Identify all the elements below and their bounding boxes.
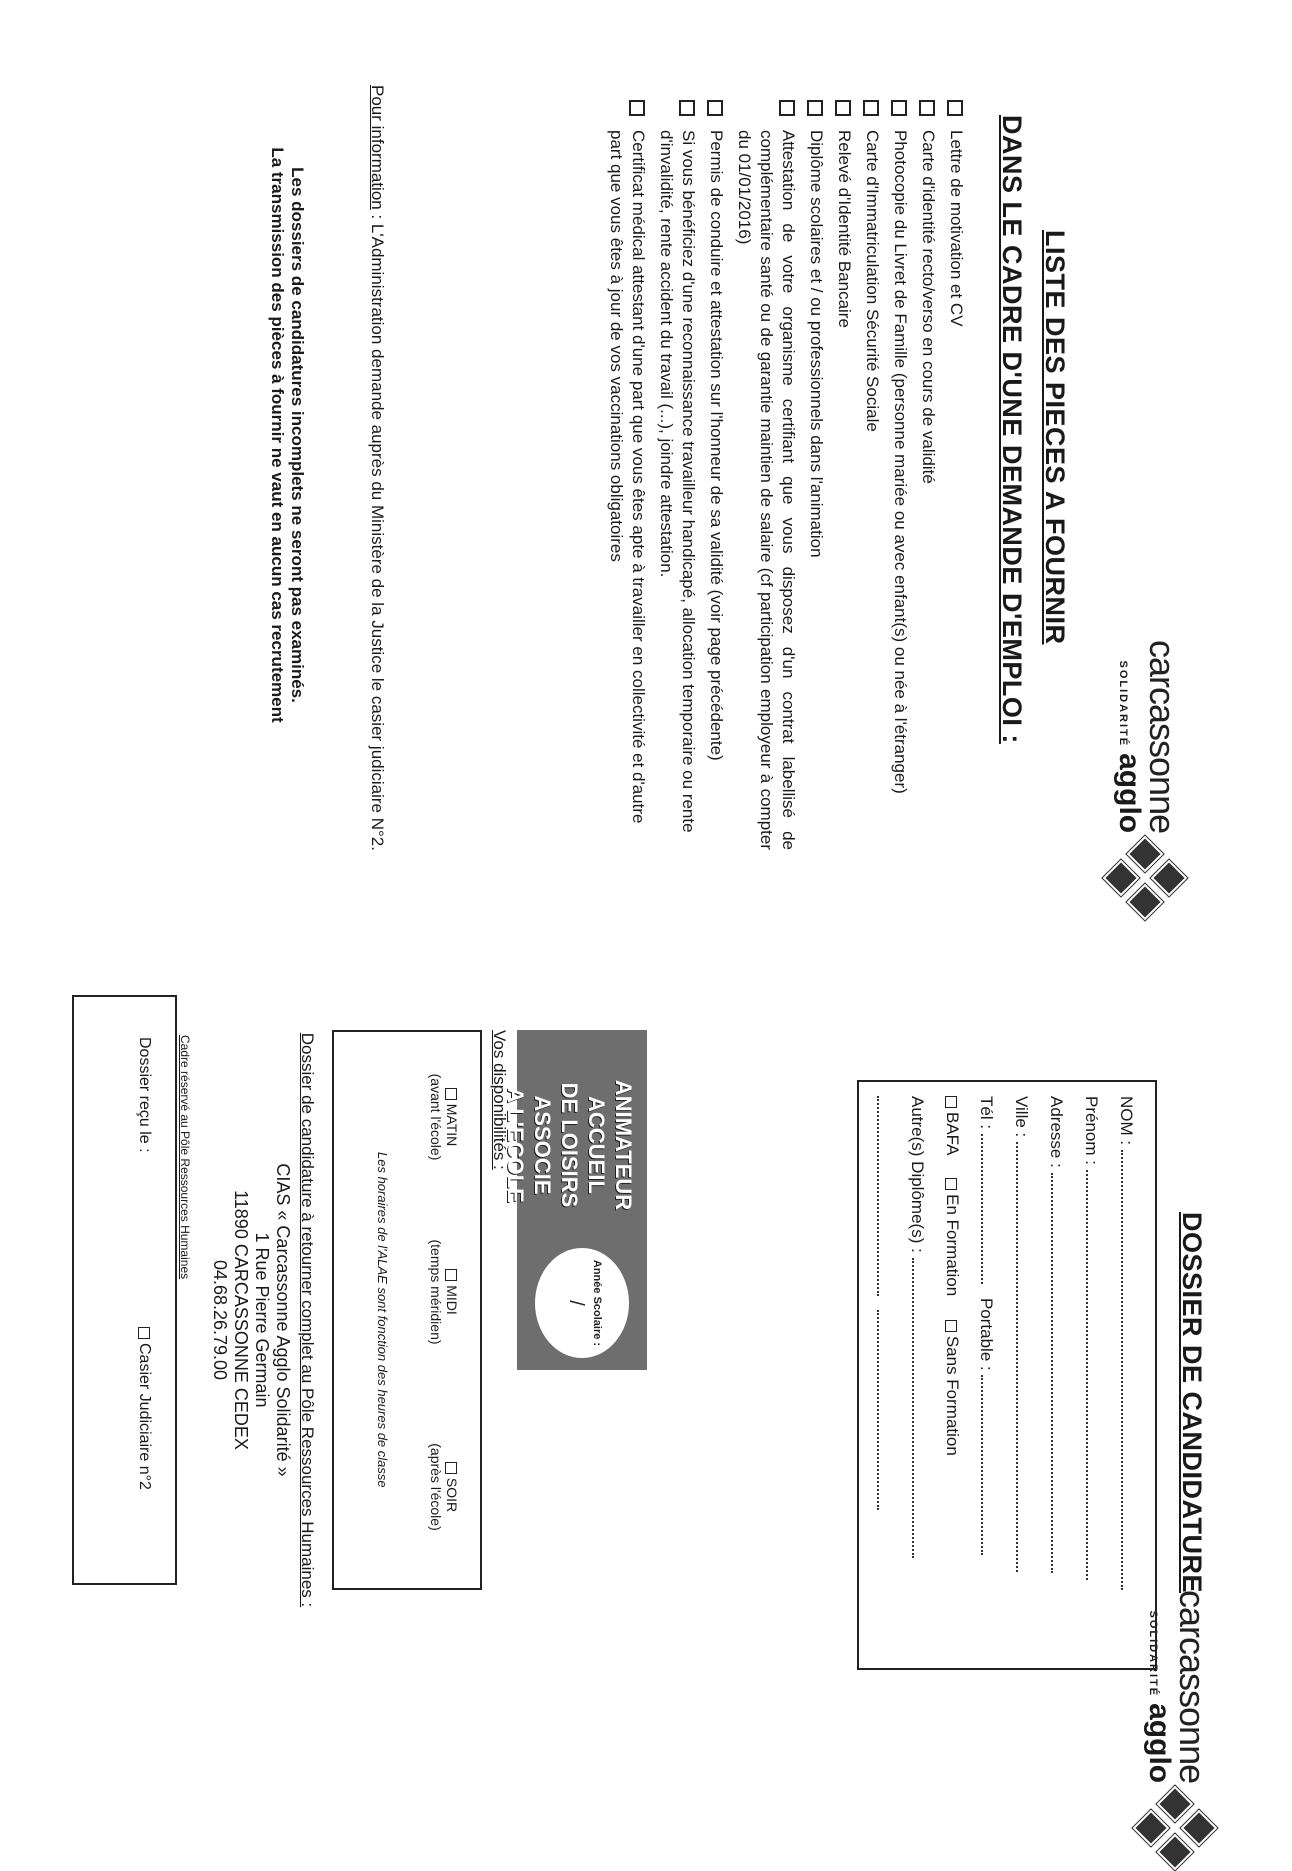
logo-name: carcassonne xyxy=(1142,640,1183,834)
logo-agglo: agglo xyxy=(1113,753,1146,834)
school-year-value: / xyxy=(565,1300,587,1306)
job-banner xyxy=(503,1030,647,1370)
logo-left xyxy=(1112,640,1182,911)
left-title: LISTE DES PIECES A FOURNIR xyxy=(1040,230,1070,645)
adresse-field[interactable]: Adresse : xyxy=(1046,1096,1067,1654)
return-street: 1 Rue Pierre Germain xyxy=(252,1232,272,1408)
checkbox-icon[interactable] xyxy=(947,100,963,116)
portable-label: Portable : xyxy=(977,1297,996,1371)
logo-name: carcassonne xyxy=(1172,1590,1213,1784)
school-year-oval xyxy=(535,1248,629,1358)
warning-block xyxy=(267,85,307,785)
midi-checkbox[interactable] xyxy=(445,1269,457,1281)
soir-option[interactable]: SOIR (après l'école) xyxy=(428,1437,460,1537)
reserved-frame xyxy=(72,995,177,1585)
midi-note: (temps méridien) xyxy=(428,1239,444,1345)
left-subtitle: DANS LE CADRE D'UNE DEMANDE D'EMPLOI : xyxy=(997,115,1027,744)
casier-checkbox[interactable] xyxy=(138,1327,150,1339)
logo-subtitle: SOLIDARITÉ xyxy=(1117,660,1129,748)
tel-field[interactable]: Tél : Portable : xyxy=(976,1096,997,1654)
logo-diamonds-icon xyxy=(1112,841,1182,911)
bafa-checkbox[interactable] xyxy=(945,1096,957,1108)
checklist-item: Diplôme scolaires et / ou professionnels dans l'animation xyxy=(805,100,827,850)
sans-formation-checkbox[interactable] xyxy=(945,1320,957,1332)
logo-diamonds-icon xyxy=(1142,1791,1212,1861)
info-text: : L'Administration demande auprès du Ministère de la Justice le casier judiciaire N°2. xyxy=(368,209,387,851)
checklist-item: Permis de conduire et attestation sur l'honneur de sa validité (voir page précédente) xyxy=(705,100,727,850)
checkbox-icon[interactable] xyxy=(779,100,795,116)
checklist-item: Carte d'identité recto/verso en cours de validité xyxy=(917,100,939,850)
formation-options: BAFA En Formation Sans Formation xyxy=(942,1096,962,1654)
return-phone: 04.68.26.79.00 xyxy=(210,1259,230,1381)
soir-checkbox[interactable] xyxy=(445,1462,457,1474)
right-title: DOSSIER DE CANDIDATURE xyxy=(1177,1212,1207,1594)
diplomes-field[interactable]: Autre(s) Diplôme(s) : xyxy=(907,1096,928,1654)
warning-line-1: Les dossiers de candidatures incomplets ne seront pas examinés. xyxy=(288,167,307,703)
diplomes-field-extra[interactable] xyxy=(872,1096,893,1654)
checklist-item: Photocopie du Livret de Famille (personne mariée ou avec enfant(s) ou née à l'étranger) xyxy=(889,100,911,850)
return-city: 11890 CARCASSONNE CEDEX xyxy=(231,1190,251,1450)
dossier-recu-label: Dossier reçu le : xyxy=(136,1037,153,1153)
matin-option[interactable]: MATIN (avant l'école) xyxy=(428,1073,460,1161)
checkbox-icon[interactable] xyxy=(679,100,695,116)
info-label: Pour information xyxy=(368,85,387,210)
checkbox-icon[interactable] xyxy=(891,100,907,116)
return-block xyxy=(209,1010,317,1630)
nom-field[interactable]: NOM : xyxy=(1116,1096,1137,1654)
matin-checkbox[interactable] xyxy=(445,1088,457,1100)
checklist-item: Attestation de votre organisme certifiant que vous disposez d'un contrat labellisé de complémentaire santé ou de garantie maintien de salaire (cf participation employeur à compter du 01/01/2016) xyxy=(733,100,799,850)
ville-field[interactable]: Ville : xyxy=(1011,1096,1032,1654)
checkbox-icon[interactable] xyxy=(807,100,823,116)
return-heading: Dossier de candidature à retourner complet au Pôle Ressources Humaines : xyxy=(298,1032,317,1608)
dispo-frame xyxy=(332,1030,482,1590)
prenom-field[interactable]: Prénom : xyxy=(1081,1096,1102,1654)
checkbox-icon[interactable] xyxy=(707,100,723,116)
checkbox-icon[interactable] xyxy=(919,100,935,116)
reserved-label: Cadre réservé au Pôle Ressources Humaines xyxy=(178,1035,192,1280)
school-year-label: Année Scolaire : xyxy=(591,1259,603,1347)
logo-agglo: agglo xyxy=(1143,1703,1176,1784)
checkbox-icon[interactable] xyxy=(629,100,645,116)
documents-checklist xyxy=(599,100,967,850)
checklist-item: Certificat médical attestant d'une part que vous êtes apte à travailler en collectivité et d'autre part que vous êtes à jour de vos vaccinations obligatoires xyxy=(605,100,649,850)
checkbox-icon[interactable] xyxy=(835,100,851,116)
candidate-form xyxy=(857,1080,1157,1670)
info-note xyxy=(367,85,387,905)
checkbox-icon[interactable] xyxy=(863,100,879,116)
checklist-item: Si vous bénéficiez d'une reconnaissance travailleur handicapé, allocation temporaire ou rente d'invalidité, rente accident du travail (...), joindre attestation. xyxy=(655,100,699,850)
soir-note: (après l'école) xyxy=(428,1443,444,1531)
checklist-item: Lettre de motivation et CV xyxy=(945,100,967,850)
matin-note: (avant l'école) xyxy=(428,1073,444,1161)
logo-subtitle: SOLIDARITÉ xyxy=(1147,1610,1159,1698)
en-formation-checkbox[interactable] xyxy=(945,1178,957,1190)
banner-title: ANIMATEUR ACCUEIL DE LOISIRS ASSOCIE A L'ECOLE xyxy=(503,1079,636,1211)
checklist-item: Carte d'Immatriculation Sécurité Sociale xyxy=(861,100,883,850)
checklist-item: Relevé d'Identité Bancaire xyxy=(833,100,855,850)
return-org: CIAS « Carcassonne Agglo Solidarité » xyxy=(273,1163,293,1477)
dispo-label: Vos disponibilités : xyxy=(490,1030,509,1170)
horaires-note: Les horaires de l'ALAE sont fonction des heures de classe xyxy=(375,1152,390,1488)
casier-label: Casier Judiciaire n°2 xyxy=(136,1343,153,1490)
midi-option[interactable]: MIDI (temps méridien) xyxy=(428,1237,460,1347)
casier-option xyxy=(135,1327,153,1490)
warning-line-2: La transmission des pièces à fournir ne vaut en aucun cas recrutement xyxy=(268,147,287,723)
